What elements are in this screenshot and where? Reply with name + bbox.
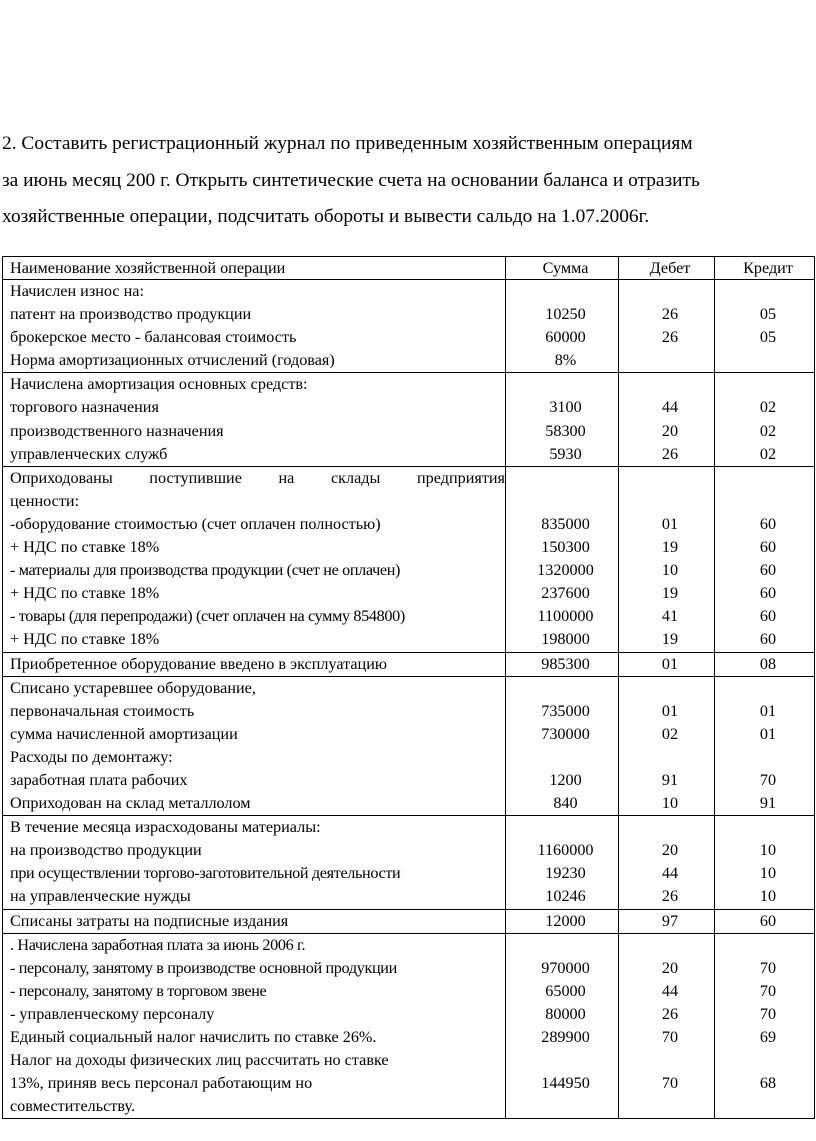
operation-cell <box>3 652 506 676</box>
operation-line: + НДС по ставке 18% <box>10 538 160 557</box>
task-line: 2. Составить регистрационный журнал по приведенным хозяйственным операциям <box>2 133 693 154</box>
operation-line: - персоналу, занятому в производстве основной продукции <box>10 958 397 977</box>
sum-cell <box>506 373 619 466</box>
debit-line: 20 <box>661 841 679 860</box>
debit-line <box>626 934 714 957</box>
task-line: за июнь месяц 200 г. Открыть синтетические счета на основании баланса и отразить <box>2 169 700 191</box>
operation-cell <box>3 373 506 466</box>
operation-cell <box>3 909 506 933</box>
debit-line: 20 <box>661 958 679 977</box>
operation-line: Списаны затраты на подписные издания <box>10 911 289 930</box>
operation-line: Оприходованы поступившие на склады предприятия <box>10 468 505 487</box>
sum-line: 835000 <box>541 514 590 533</box>
debit-line: 44 <box>661 398 679 417</box>
operation-cell <box>3 676 506 816</box>
sum-line: 1100000 <box>537 607 594 626</box>
sum-line: 840 <box>553 794 578 813</box>
sum-line <box>513 1095 618 1118</box>
operation-line: . Начислена заработная плата за июнь 2006 г. <box>10 935 306 954</box>
operation-line: - персоналу, занятому в торговом звене <box>10 981 267 1000</box>
credit-cell <box>715 280 815 373</box>
operation-line: В течение месяца израсходованы материалы: <box>10 818 321 837</box>
sum-cell <box>506 676 619 816</box>
credit-line: 60 <box>759 630 777 649</box>
operation-line: 13%, приняв весь персонал работающим но <box>10 1074 313 1093</box>
debit-cell <box>619 280 715 373</box>
operation-cell <box>3 816 506 909</box>
sum-cell <box>506 816 619 909</box>
operation-line: на производство продукции <box>10 841 202 860</box>
credit-line: 91 <box>759 794 777 813</box>
sum-line: 19230 <box>545 864 586 883</box>
registration-journal-table <box>2 256 815 1119</box>
debit-line: 91 <box>661 770 679 789</box>
header-credit: Кредит <box>715 257 815 280</box>
credit-line <box>722 1095 814 1118</box>
table-row <box>3 816 815 909</box>
credit-cell <box>715 816 815 909</box>
operation-line: совместительству. <box>10 1097 135 1116</box>
sum-line: 1200 <box>549 770 582 789</box>
debit-line <box>626 677 714 700</box>
sum-line <box>513 934 618 957</box>
debit-cell <box>619 676 715 816</box>
debit-line: 19 <box>661 538 679 557</box>
sum-cell <box>506 466 619 652</box>
sum-line: 5930 <box>549 444 582 463</box>
debit-line: 01 <box>661 701 679 720</box>
sum-line: 65000 <box>545 981 586 1000</box>
sum-line: 985300 <box>541 654 590 673</box>
credit-line <box>722 280 814 303</box>
sum-cell <box>506 652 619 676</box>
operation-line: Единый социальный налог начислить по ставке 26%. <box>10 1028 377 1046</box>
operation-line: - товары (для перепродажи) (счет оплачен на сумму 854800) <box>10 607 405 626</box>
sum-line: 198000 <box>541 630 590 649</box>
debit-line: 26 <box>661 305 679 324</box>
sum-line: 289900 <box>541 1028 590 1046</box>
debit-line: 20 <box>661 421 679 440</box>
operation-line: производственного назначения <box>10 421 224 440</box>
operation-cell <box>3 280 506 373</box>
debit-line <box>626 280 714 303</box>
debit-cell <box>619 909 715 933</box>
debit-line: 26 <box>661 444 679 463</box>
credit-line: 05 <box>759 328 777 347</box>
sum-line: 80000 <box>545 1004 586 1023</box>
sum-cell <box>506 933 619 1119</box>
debit-line: 10 <box>661 561 679 580</box>
debit-line: 97 <box>661 911 679 930</box>
debit-line <box>626 816 714 839</box>
debit-line: 19 <box>661 630 679 649</box>
credit-line: 60 <box>759 607 777 626</box>
debit-line <box>626 467 714 490</box>
sum-line <box>513 373 618 396</box>
sum-line <box>513 677 618 700</box>
credit-line: 01 <box>759 701 777 720</box>
credit-line: 60 <box>759 514 777 533</box>
credit-line <box>722 490 814 513</box>
credit-line <box>722 934 814 957</box>
operation-line: Приобретенное оборудование введено в эксплуатацию <box>10 654 387 673</box>
sum-line <box>513 1049 618 1072</box>
debit-line: 26 <box>661 328 679 347</box>
debit-line: 01 <box>661 654 679 673</box>
credit-line <box>722 467 814 490</box>
sum-line: 3100 <box>549 398 582 417</box>
sum-line: 144950 <box>541 1074 590 1093</box>
credit-cell <box>715 373 815 466</box>
credit-line: 69 <box>759 1028 777 1046</box>
debit-line <box>626 1049 714 1072</box>
sum-cell <box>506 280 619 373</box>
sum-line: 8% <box>554 351 577 370</box>
operation-line: - управленческому персоналу <box>10 1004 215 1023</box>
operation-line: сумма начисленной амортизации <box>10 724 238 743</box>
credit-line: 60 <box>759 538 777 557</box>
debit-line: 19 <box>661 584 679 603</box>
sum-line: 730000 <box>541 724 590 743</box>
operation-line: брокерское место - балансовая стоимость <box>10 328 297 347</box>
debit-line: 01 <box>661 514 679 533</box>
credit-line <box>722 373 814 396</box>
credit-line: 60 <box>759 561 777 580</box>
credit-line <box>722 677 814 700</box>
credit-cell <box>715 909 815 933</box>
sum-line: 10246 <box>545 887 586 906</box>
operation-line: -оборудование стоимостью (счет оплачен полностью) <box>10 514 381 533</box>
operation-line: ценности: <box>10 491 80 510</box>
debit-line: 44 <box>661 864 679 883</box>
table-row <box>3 933 815 1119</box>
table-row <box>3 373 815 466</box>
credit-line: 70 <box>759 770 777 789</box>
operation-line: - материалы для производства продукции (счет не оплачен) <box>10 561 401 580</box>
operation-line: Оприходован на склад металлолом <box>10 794 251 813</box>
sum-line <box>513 816 618 839</box>
debit-line <box>626 1095 714 1118</box>
credit-line: 02 <box>759 398 777 417</box>
sum-line: 10250 <box>545 305 586 324</box>
table-row <box>3 652 815 676</box>
operation-line: на управленческие нужды <box>10 887 191 906</box>
operation-line: патент на производство продукции <box>10 305 252 324</box>
sum-line <box>513 280 618 303</box>
sum-line <box>513 490 618 513</box>
operation-line: Начислен износ на: <box>10 282 144 300</box>
operation-line: заработная плата рабочих <box>10 770 188 789</box>
header-debit: Дебет <box>619 257 715 280</box>
sum-line: 60000 <box>545 328 586 347</box>
operation-line: Норма амортизационных отчислений (годовая) <box>10 351 335 370</box>
credit-line: 01 <box>759 724 777 743</box>
sum-line: 58300 <box>545 421 586 440</box>
sum-line <box>513 467 618 490</box>
debit-cell <box>619 373 715 466</box>
operation-line: + НДС по ставке 18% <box>10 630 160 649</box>
debit-cell <box>619 466 715 652</box>
operation-line: первоначальная стоимость <box>10 701 195 720</box>
credit-line <box>722 349 814 372</box>
sum-cell <box>506 909 619 933</box>
task-line: хозяйственные операции, подсчитать обороты и вывести сальдо на 1.07.2006г. <box>2 206 650 227</box>
credit-line: 10 <box>759 864 777 883</box>
table-row <box>3 909 815 933</box>
sum-line <box>513 746 618 769</box>
credit-line: 70 <box>759 981 777 1000</box>
debit-cell <box>619 652 715 676</box>
debit-line <box>626 349 714 372</box>
sum-line: 970000 <box>541 958 590 977</box>
operation-line: при осуществлении торгово-заготовительной деятельности <box>10 864 401 883</box>
credit-line: 02 <box>759 421 777 440</box>
debit-line <box>626 373 714 396</box>
debit-line: 70 <box>661 1074 679 1093</box>
sum-line: 150300 <box>541 538 590 557</box>
operation-line: торгового назначения <box>10 398 159 417</box>
credit-line: 60 <box>759 584 777 603</box>
credit-line: 10 <box>759 887 777 906</box>
sum-line: 735000 <box>541 701 590 720</box>
credit-line <box>722 746 814 769</box>
operation-line: Налог на доходы физических лиц рассчитать но ставке <box>10 1051 389 1070</box>
debit-line: 44 <box>661 981 679 1000</box>
debit-line <box>626 490 714 513</box>
debit-line: 70 <box>661 1028 679 1046</box>
debit-line: 41 <box>661 607 679 626</box>
credit-line: 08 <box>759 654 777 673</box>
operation-line: + НДС по ставке 18% <box>10 584 160 603</box>
operation-line: управленческих служб <box>10 444 168 463</box>
table-header-row <box>3 257 815 280</box>
table-row <box>3 280 815 373</box>
operation-cell <box>3 933 506 1119</box>
debit-line: 02 <box>661 724 679 743</box>
credit-line: 10 <box>759 841 777 860</box>
credit-cell <box>715 676 815 816</box>
header-sum: Сумма <box>506 257 619 280</box>
credit-line: 70 <box>759 1004 777 1023</box>
credit-cell <box>715 933 815 1119</box>
debit-line <box>626 746 714 769</box>
debit-cell <box>619 933 715 1119</box>
credit-line: 05 <box>759 305 777 324</box>
credit-cell <box>715 652 815 676</box>
debit-line: 10 <box>661 794 679 813</box>
credit-line: 70 <box>759 958 777 977</box>
table-row <box>3 676 815 816</box>
credit-line: 02 <box>759 444 777 463</box>
sum-line: 12000 <box>545 911 586 930</box>
table-row <box>3 466 815 652</box>
operation-cell <box>3 466 506 652</box>
debit-line: 26 <box>661 1004 679 1023</box>
credit-line: 68 <box>759 1074 777 1093</box>
credit-line: 60 <box>759 911 777 930</box>
operation-line: Расходы по демонтажу: <box>10 747 173 766</box>
task-statement <box>2 126 816 236</box>
sum-line: 1160000 <box>537 841 594 860</box>
operation-line: Списано устаревшее оборудование, <box>10 678 256 697</box>
credit-line <box>722 816 814 839</box>
debit-cell <box>619 816 715 909</box>
credit-cell <box>715 466 815 652</box>
debit-line: 26 <box>661 887 679 906</box>
sum-line: 237600 <box>541 584 590 603</box>
operation-line: Начислена амортизация основных средств: <box>10 375 308 394</box>
credit-line <box>722 1049 814 1072</box>
header-operation: Наименование хозяйственной операции <box>3 257 506 280</box>
sum-line: 1320000 <box>537 561 594 580</box>
